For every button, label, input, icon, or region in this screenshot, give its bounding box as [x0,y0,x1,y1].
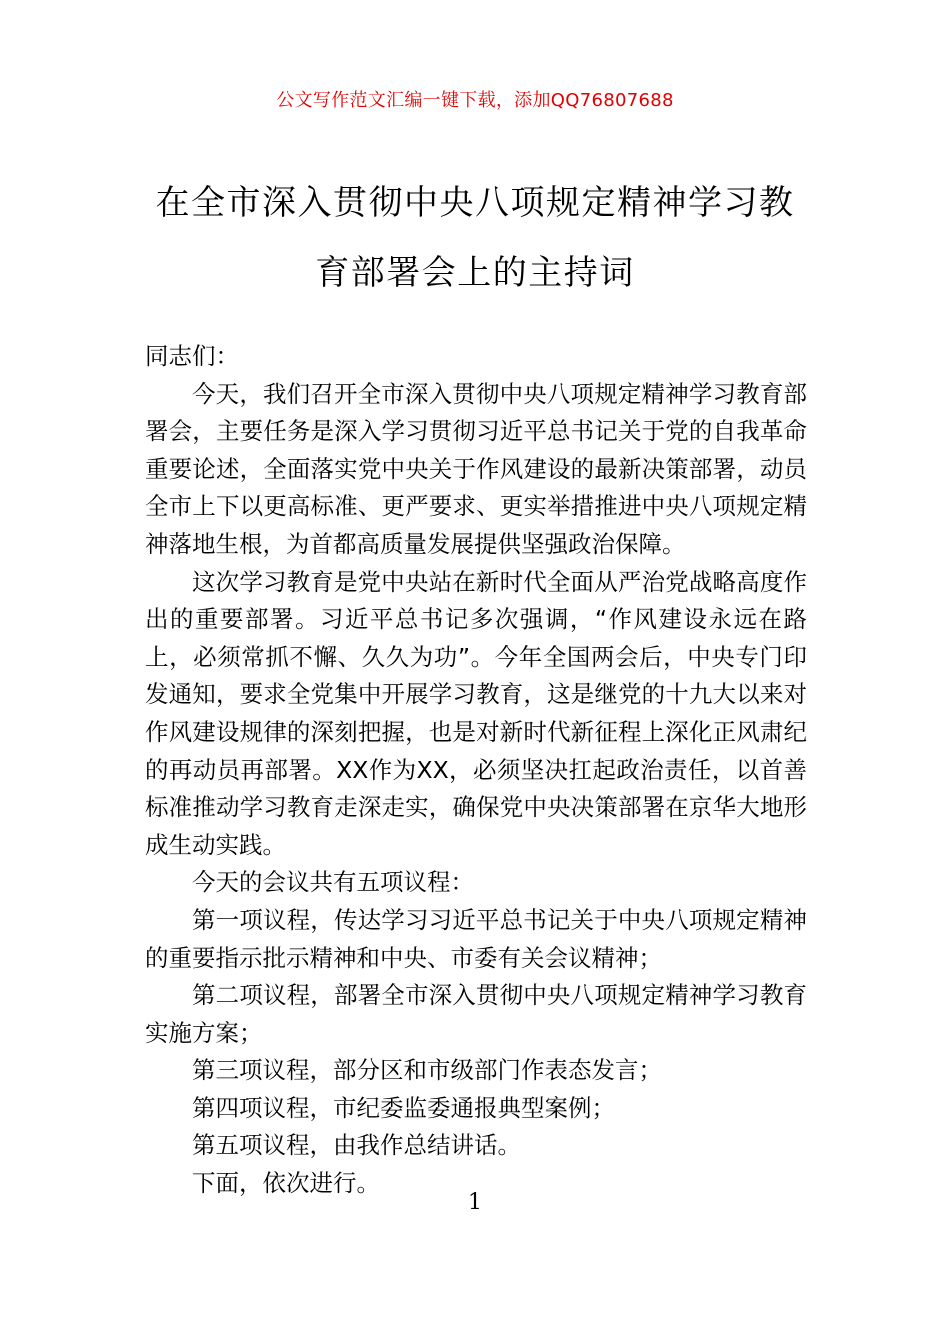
agenda-item-2: 第二项议程，部署全市深入贯彻中央八项规定精神学习教育实施方案； [145,981,807,1047]
salutation: 同志们： [145,342,239,370]
agenda-item-5: 第五项议程，由我作总结讲话。 [192,1131,521,1160]
paragraph-closing: 下面，依次进行。 [192,1169,380,1198]
paragraph-intro: 今天，我们召开全市深入贯彻中央八项规定精神学习教育部署会，主要任务是深入学习贯彻习近平总书记关于党的自我革命重要论述，全面落实党中央关于作风建设的最新决策部署，动员全市上下以更高标准、更严要求、更实举措推进中央八项规定精神落地生根，为首都高质量发展提供坚强政治保障。 [145,379,807,558]
download-notice: 公文写作范文汇编一键下载，添加QQ76807688 [276,90,674,111]
agenda-item-4: 第四项议程，市纪委监委通报典型案例； [192,1093,615,1122]
paragraph-agenda-intro: 今天的会议共有五项议程： [192,868,474,897]
paragraph-background: 这次学习教育是党中央站在新时代全面从严治党战略高度作出的重要部署。习近平总书记多次强调，“作风建设永远在路上，必须常抓不懈、久久为功”。今年全国两会后，中央专门印发通知，要求全党集中开展学习教育，这是继党的十九大以来对作风建设规律的深刻把握，也是对新时代新征程上深化正风肃纪的再动员再部署。XX作为XX，必须坚决扛起政治责任，以首善标准推动学习教育走深走实，确保党中央决策部署在京华大地形成生动实践。 [145,567,807,859]
title-line-1: 在全市深入贯彻中央八项规定精神学习教 [155,183,795,223]
agenda-item-1: 第一项议程，传达学习习近平总书记关于中央八项规定精神的重要指示批示精神和中央、市委有关会议精神； [145,905,807,972]
page-number: 1 [468,1190,482,1215]
title-line-2: 育部署会上的主持词 [315,253,635,293]
document-title [140,168,810,308]
agenda-item-3: 第三项议程，部分区和市级部门作表态发言； [192,1056,662,1085]
document-body [145,338,807,1203]
